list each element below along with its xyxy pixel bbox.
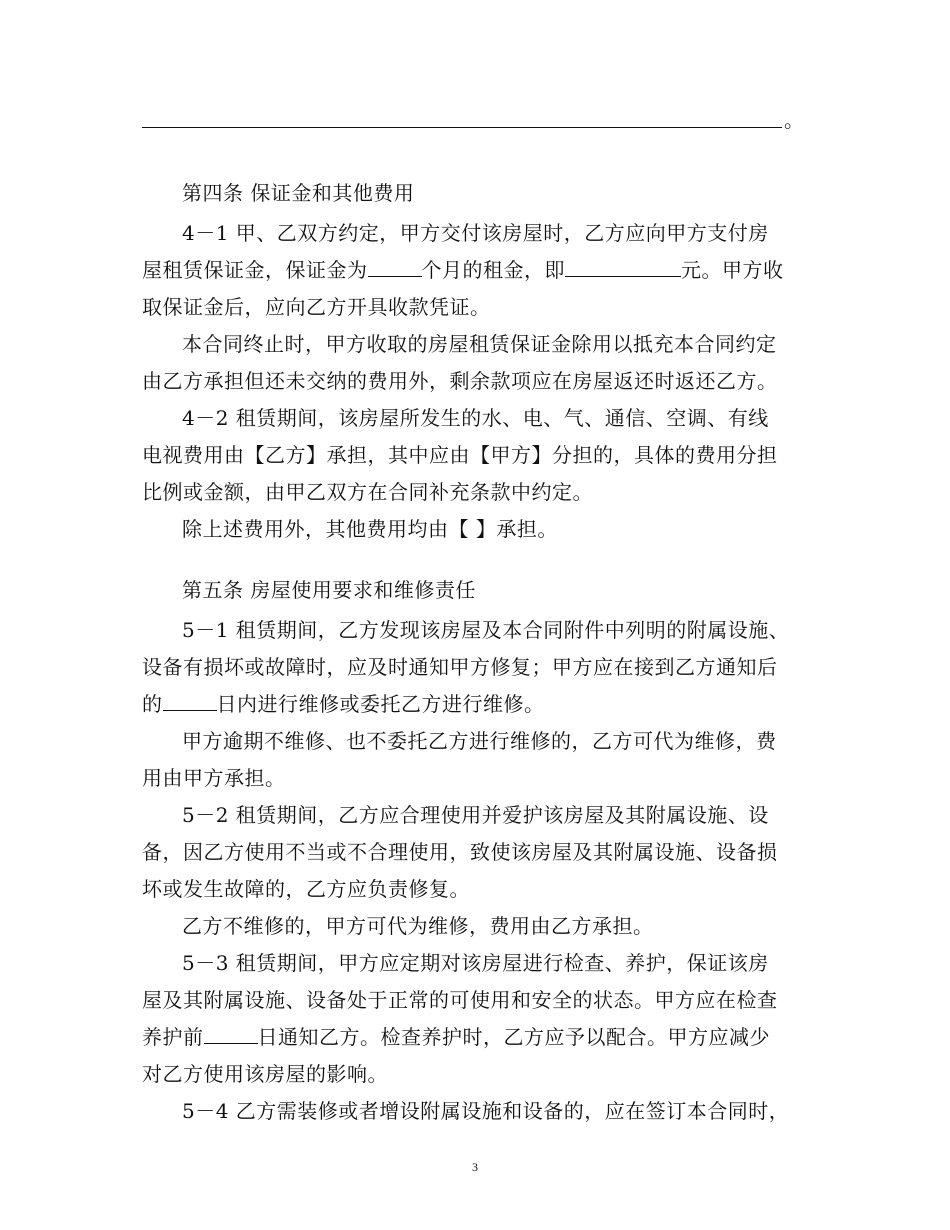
clause-5-2-line-3: 坏或发生故障的，乙方应负责修复。: [142, 877, 470, 901]
clause-text: 屋租赁保证金，保证金为: [142, 258, 368, 282]
sentence-end: 。: [784, 108, 804, 132]
paragraph-line: 本合同终止时，甲方收取的房屋租赁保证金除用以抵充本合同约定: [182, 332, 777, 356]
paragraph-line: 除上述费用外，其他费用均由【 】承担。: [182, 517, 558, 541]
clause-4-1-line-1: 4－1 甲、乙双方约定，甲方交付该房屋时，乙方应向甲方支付房: [182, 221, 769, 245]
paragraph-line: 由乙方承担但还未交纳的费用外，剩余款项应在房屋返还时返还乙方。: [142, 369, 778, 393]
clause-text: 日通知乙方。检查养护时，乙方应予以配合。甲方应减少: [257, 1025, 770, 1049]
clause-5-1-line-2: 设备有损坏或故障时，应及时通知甲方修复；甲方应在接到乙方通知后: [142, 655, 778, 679]
fill-in-blank-line: [142, 127, 782, 128]
blank-amount: [565, 258, 681, 277]
clause-4-1-line-3: 取保证金后，应向乙方开具收款凭证。: [142, 295, 491, 319]
clause-text: 元。甲方收: [681, 258, 784, 282]
clause-text: 个月的租金，即: [421, 258, 565, 282]
clause-5-3-line-4: 对乙方使用该房屋的影响。: [142, 1062, 388, 1086]
blank-days: [163, 692, 217, 711]
blank-months: [368, 258, 422, 277]
clause-4-2-line-2: 电视费用由【乙方】承担，其中应由【甲方】分担的，具体的费用分担: [142, 443, 778, 467]
blank-days: [204, 1025, 258, 1044]
clause-5-2-line-2: 备，因乙方使用不当或不合理使用，致使该房屋及其附属设施、设备损: [142, 840, 778, 864]
clause-4-1-line-2: [142, 258, 822, 282]
clause-5-3-line-3: [142, 1025, 822, 1049]
paragraph-line: 甲方逾期不维修、也不委托乙方进行维修的，乙方可代为维修，费: [182, 729, 777, 753]
clause-4-2-line-3: 比例或金额，由甲乙双方在合同补充条款中约定。: [142, 480, 593, 504]
paragraph-line: 乙方不维修的，甲方可代为维修，费用由乙方承担。: [182, 914, 654, 938]
clause-5-1-line-1: 5－1 租赁期间，乙方发现该房屋及本合同附件中列明的附属设施、: [182, 618, 790, 642]
article-5-heading: 第五条 房屋使用要求和维修责任: [182, 578, 476, 602]
clause-5-3-line-2: 屋及其附属设施、设备处于正常的可使用和安全的状态。甲方应在检查: [142, 988, 778, 1012]
clause-5-1-line-3: [142, 692, 822, 716]
page-number: 3: [472, 1160, 478, 1174]
clause-text: 的: [142, 692, 163, 716]
clause-5-2-line-1: 5－2 租赁期间，乙方应合理使用并爱护该房屋及其附属设施、设: [182, 803, 769, 827]
paragraph-line: 用由甲方承担。: [142, 766, 286, 790]
clause-4-2-line-1: 4－2 租赁期间，该房屋所发生的水、电、气、通信、空调、有线: [182, 406, 769, 430]
clause-text: 日内进行维修或委托乙方进行维修。: [216, 692, 545, 716]
clause-text: 养护前: [142, 1025, 204, 1049]
clause-5-3-line-1: 5－3 租赁期间，甲方应定期对该房屋进行检查、养护，保证该房: [182, 951, 769, 975]
clause-5-4-line-1: 5－4 乙方需装修或者增设附属设施和设备的，应在签订本合同时，: [182, 1099, 790, 1123]
article-4-heading: 第四条 保证金和其他费用: [182, 181, 415, 205]
